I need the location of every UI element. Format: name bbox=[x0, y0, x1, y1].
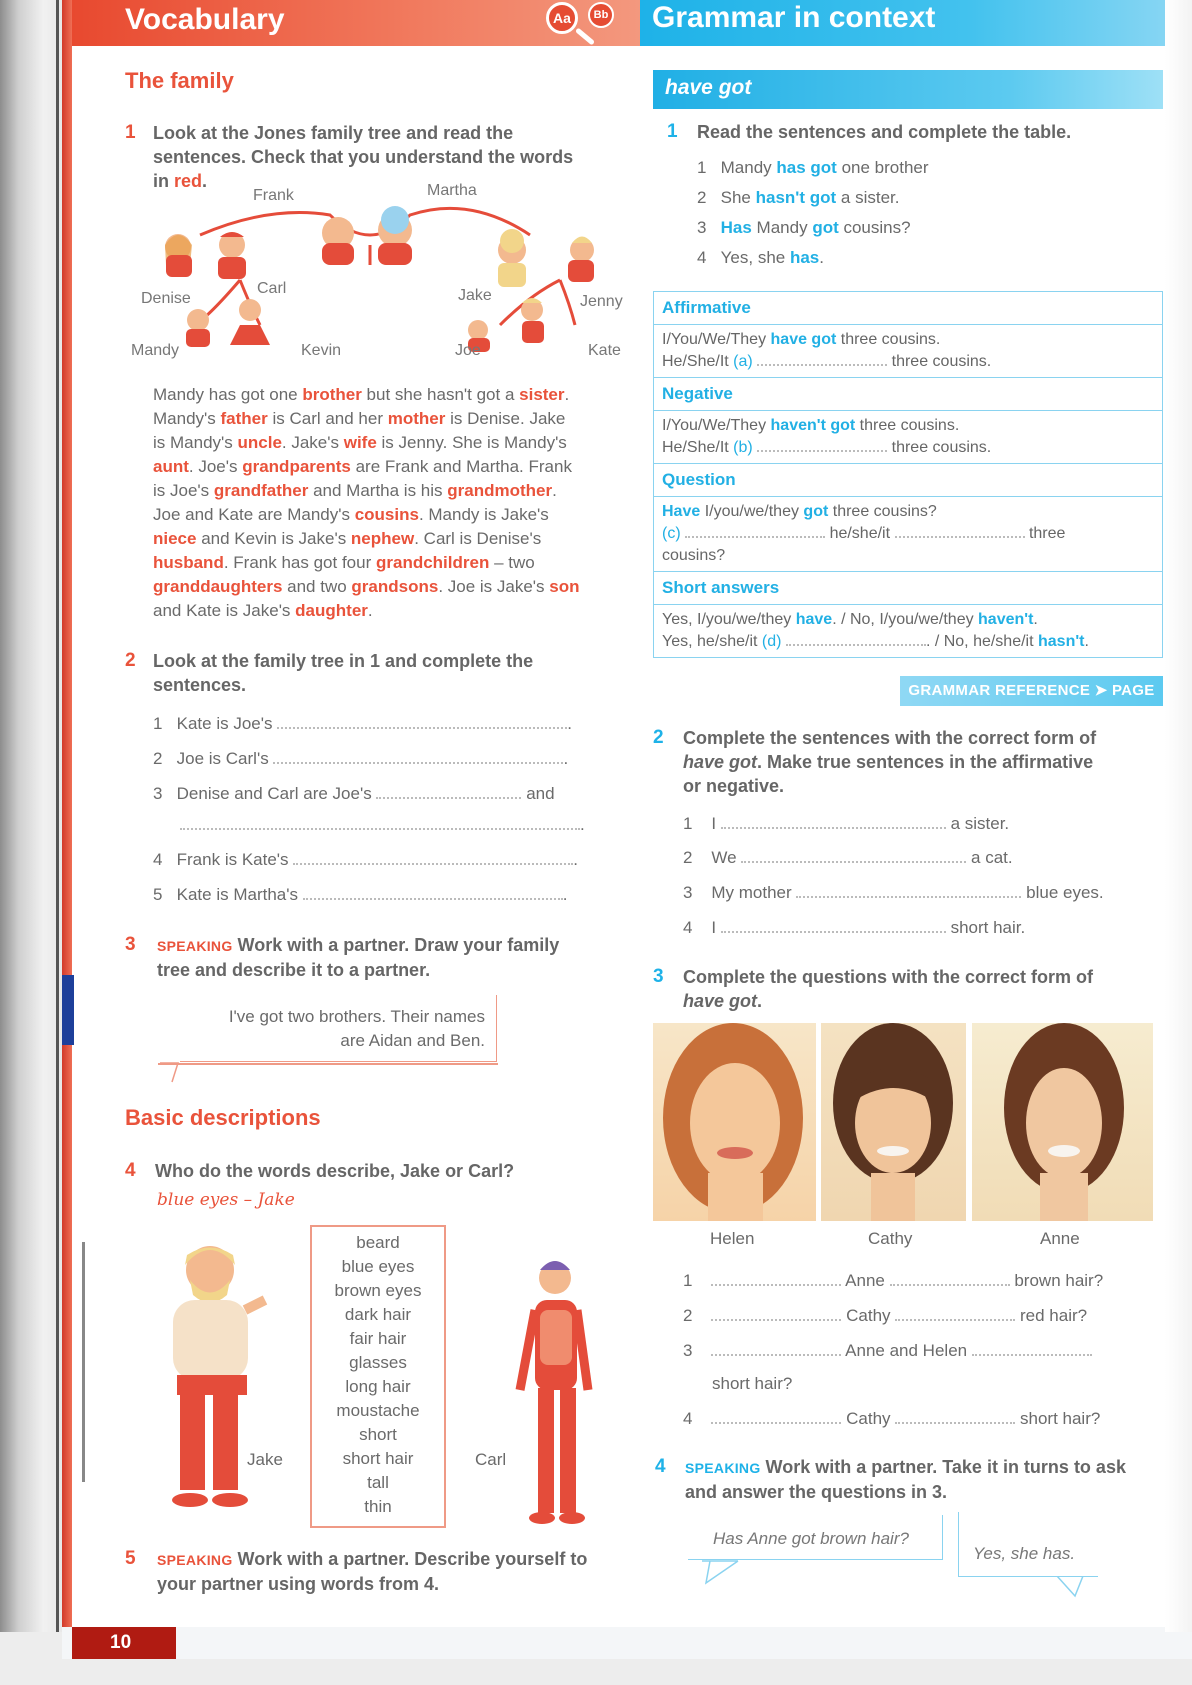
passage-line: granddaughters and two grandsons. Joe is Jake's son bbox=[153, 577, 580, 596]
bubble-baseline bbox=[158, 1063, 498, 1065]
ex1-number: 1 bbox=[125, 122, 136, 143]
vocabulary-title: Vocabulary bbox=[125, 3, 285, 36]
blue-tab-marker bbox=[62, 975, 74, 1045]
answer-blank[interactable] bbox=[180, 818, 580, 830]
tree-name-jenny: Jenny bbox=[580, 293, 623, 310]
section-basic-descriptions: Basic descriptions bbox=[125, 1105, 321, 1130]
answer-blank[interactable] bbox=[890, 1274, 1010, 1286]
answer-blank[interactable] bbox=[895, 1309, 1015, 1321]
word-item: short hair bbox=[342, 1449, 414, 1468]
answer-blank-a[interactable] bbox=[757, 354, 887, 366]
word-item: short bbox=[359, 1425, 397, 1444]
table-head-question: Question bbox=[654, 464, 1162, 497]
tree-name-kate: Kate bbox=[588, 342, 621, 359]
r-ex2-instructions: Complete the sentences with the correct form of have got. Make true sentences in the affirmative or negative. bbox=[683, 728, 1097, 796]
answer-bubble-tail bbox=[1055, 1576, 1095, 1600]
r-ex3-item: 4 Cathy short hair? bbox=[683, 1409, 1101, 1428]
photo-cathy bbox=[821, 1023, 966, 1221]
r-ex1-item: 3 Has Mandy got cousins? bbox=[697, 218, 911, 237]
have-got-title: have got bbox=[665, 76, 752, 99]
footer-bar bbox=[62, 1627, 1192, 1659]
grammar-reference-link[interactable]: GRAMMAR REFERENCE ➤ PAGE 12 bbox=[900, 676, 1163, 706]
answer-blank-b[interactable] bbox=[757, 440, 887, 452]
photo-helen bbox=[653, 1023, 816, 1221]
carl-figure bbox=[510, 1250, 600, 1530]
ex4-number: 4 bbox=[125, 1160, 136, 1181]
ex3-number: 3 bbox=[125, 934, 136, 955]
passage-line: and Kate is Jake's daughter. bbox=[153, 601, 373, 620]
margin-rule bbox=[82, 1242, 85, 1482]
ex2-item: 1 Kate is Joe's . bbox=[153, 714, 572, 733]
ex5-instructions: SPEAKING Work with a partner. Describe yourself to your partner using words from 4. bbox=[157, 1549, 588, 1594]
passage-line: is Joe's grandfather and Martha is his grandmother. bbox=[153, 481, 557, 500]
word-item: long hair bbox=[345, 1377, 411, 1396]
r-ex2-item: 2 We a cat. bbox=[683, 848, 1013, 867]
passage-line: aunt. Joe's grandparents are Frank and Martha. Frank bbox=[153, 457, 572, 476]
photo-name-cathy: Cathy bbox=[868, 1229, 913, 1248]
word-item: beard bbox=[356, 1233, 400, 1252]
answer-blank[interactable] bbox=[293, 853, 573, 865]
word-item: fair hair bbox=[349, 1329, 407, 1348]
answer-blank[interactable] bbox=[895, 1412, 1015, 1424]
r-ex3-item3-continuation: short hair? bbox=[712, 1374, 793, 1393]
ex2-instructions: Look at the family tree in 1 and complete the sentences. bbox=[153, 651, 534, 695]
speaking-label: SPEAKING bbox=[157, 1552, 233, 1568]
table-head-negative: Negative bbox=[654, 378, 1162, 411]
answer-blank-d[interactable] bbox=[786, 634, 926, 646]
r-ex3-instructions: Complete the questions with the correct form of have got. bbox=[683, 967, 1094, 1011]
r-ex2-item: 3 My mother blue eyes. bbox=[683, 883, 1104, 902]
word-item: glasses bbox=[349, 1353, 407, 1372]
ex2-item: 5 Kate is Martha's . bbox=[153, 885, 568, 904]
r-ex3-item: 1 Anne brown hair? bbox=[683, 1271, 1104, 1290]
answer-blank[interactable] bbox=[277, 717, 567, 729]
ex2-item3-continuation: . bbox=[180, 813, 585, 837]
word-item: tall bbox=[367, 1473, 389, 1492]
passage-line: Mandy's father is Carl and her mother is Denise. Jake bbox=[153, 409, 566, 428]
word-item: moustache bbox=[336, 1401, 420, 1420]
word-item: blue eyes bbox=[341, 1257, 415, 1276]
page-number: 10 bbox=[72, 1627, 176, 1659]
r-ex1-item: 4 Yes, she has. bbox=[697, 248, 824, 267]
vocabulary-bb-icon: Bb bbox=[588, 2, 614, 28]
passage-line: husband. Frank has got four grandchildren – two bbox=[153, 553, 535, 572]
table-row-negative: I/You/We/They haven't got three cousins. He/She/It (b) three cousins. bbox=[654, 411, 1162, 464]
ex4-instructions: Who do the words describe, Jake or Carl? bbox=[155, 1161, 515, 1181]
r-ex2-item: 1 I a sister. bbox=[683, 814, 1010, 833]
photo-name-anne: Anne bbox=[1040, 1229, 1080, 1248]
passage-line: Mandy has got one brother but she hasn't got a sister. bbox=[153, 385, 570, 404]
r-ex1-instructions: Read the sentences and complete the table. bbox=[697, 122, 1072, 142]
book-spine bbox=[0, 0, 62, 1685]
ex1-instructions: Look at the Jones family tree and read the sentences. Check that you understand the words in red. bbox=[153, 123, 574, 191]
answer-blank[interactable] bbox=[711, 1274, 841, 1286]
ex3-instructions: SPEAKING Work with a partner. Draw your family tree and describe it to a partner. bbox=[157, 935, 560, 980]
tree-name-joe: Joe bbox=[455, 342, 481, 359]
passage-line: Joe and Kate are Mandy's cousins. Mandy is Jake's bbox=[153, 505, 549, 524]
word-item: dark hair bbox=[344, 1305, 412, 1324]
section-the-family: The family bbox=[125, 68, 234, 93]
answer-blank[interactable] bbox=[303, 888, 563, 900]
r-ex1-item: 2 She hasn't got a sister. bbox=[697, 188, 900, 207]
red-margin-strip bbox=[62, 0, 72, 1660]
answer-blank[interactable] bbox=[721, 817, 946, 829]
word-box bbox=[310, 1225, 446, 1528]
word-item: thin bbox=[364, 1497, 392, 1516]
r-ex3-number: 3 bbox=[653, 966, 664, 987]
tree-name-kevin: Kevin bbox=[301, 342, 342, 359]
answer-blank[interactable] bbox=[741, 851, 966, 863]
tree-name-mandy: Mandy bbox=[131, 342, 180, 359]
ex2-item: 4 Frank is Kate's . bbox=[153, 850, 579, 869]
table-row-question: Have I/you/we/they got three cousins? (c) he/she/it three cousins? bbox=[654, 497, 1162, 572]
tree-name-jake: Jake bbox=[458, 287, 492, 304]
ex4-example: blue eyes – Jake bbox=[157, 1190, 295, 1210]
answer-blank-c2[interactable] bbox=[895, 526, 1025, 538]
ex2-number: 2 bbox=[125, 650, 136, 671]
vocabulary-aa-icon: Aa bbox=[546, 2, 578, 34]
r-ex4-number: 4 bbox=[655, 1456, 666, 1477]
answer-blank[interactable] bbox=[273, 752, 563, 764]
answer-blank[interactable] bbox=[796, 886, 1021, 898]
tree-name-martha: Martha bbox=[427, 182, 477, 199]
speech-bubble-text: I've got two brothers. Their names are Aidan and Ben. bbox=[228, 1007, 485, 1050]
r-ex3-item: 3 Anne and Helen bbox=[683, 1339, 1163, 1363]
answer-blank[interactable] bbox=[711, 1309, 841, 1321]
answer-blank-c[interactable] bbox=[685, 526, 825, 538]
table-head-short-answers: Short answers bbox=[654, 572, 1162, 605]
photo-name-helen: Helen bbox=[710, 1229, 755, 1248]
r-ex2-number: 2 bbox=[653, 727, 664, 748]
passage-line: is Mandy's uncle. Jake's wife is Jenny. She is Mandy's bbox=[153, 433, 567, 452]
table-row-short-answers: Yes, I/you/we/they have. / No, I/you/we/they haven't. Yes, he/she/it (d) . / No, he/she/it hasn't. bbox=[662, 611, 1089, 650]
answer-bubble-text: Yes, she has. bbox=[973, 1544, 1076, 1563]
family-tree-lines bbox=[120, 185, 640, 375]
table-row-affirmative: I/You/We/They have got three cousins. He/She/It (a) three cousins. bbox=[654, 325, 1162, 378]
carl-label: Carl bbox=[475, 1450, 507, 1469]
tree-name-frank: Frank bbox=[253, 187, 294, 204]
passage-line: niece and Kevin is Jake's nephew. Carl is Denise's bbox=[153, 529, 542, 548]
table-head-affirmative: Affirmative bbox=[654, 292, 1162, 325]
grammar-table bbox=[653, 291, 1163, 658]
jake-label: Jake bbox=[247, 1450, 283, 1469]
family-tree bbox=[120, 182, 640, 375]
right-page-edge bbox=[1165, 0, 1192, 1632]
ex2-item: 2 Joe is Carl's . bbox=[153, 749, 569, 768]
r-ex4-instructions: SPEAKING Work with a partner. Take it in turns to ask and answer the questions in 3. bbox=[685, 1457, 1126, 1502]
r-ex2-item: 4 I short hair. bbox=[683, 918, 1026, 937]
family-passage bbox=[153, 383, 633, 623]
ex2-item: 3 Denise and Carl are Joe's and bbox=[153, 784, 555, 803]
question-bubble-tail bbox=[700, 1559, 740, 1585]
answer-blank[interactable] bbox=[711, 1412, 841, 1424]
tree-name-carl: Carl bbox=[257, 280, 287, 297]
ex5-number: 5 bbox=[125, 1548, 136, 1569]
bubble-tail bbox=[158, 1062, 198, 1084]
spine-edge bbox=[56, 0, 59, 1660]
r-ex3-item: 2 Cathy red hair? bbox=[683, 1306, 1088, 1325]
speaking-label: SPEAKING bbox=[157, 938, 233, 954]
tree-name-denise: Denise bbox=[141, 290, 191, 307]
r-ex1-item: 1 Mandy has got one brother bbox=[697, 158, 929, 177]
grammar-title: Grammar in context bbox=[652, 1, 936, 34]
speaking-label: SPEAKING bbox=[685, 1460, 761, 1476]
word-item: brown eyes bbox=[334, 1281, 422, 1300]
r-ex1-number: 1 bbox=[667, 121, 678, 142]
answer-blank[interactable] bbox=[711, 1344, 841, 1356]
question-bubble-text: Has Anne got brown hair? bbox=[713, 1529, 909, 1548]
photo-anne bbox=[972, 1023, 1153, 1221]
answer-blank[interactable] bbox=[721, 921, 946, 933]
r-ex1-list bbox=[697, 153, 929, 273]
answer-blank[interactable] bbox=[376, 787, 521, 799]
answer-blank[interactable] bbox=[972, 1344, 1092, 1356]
